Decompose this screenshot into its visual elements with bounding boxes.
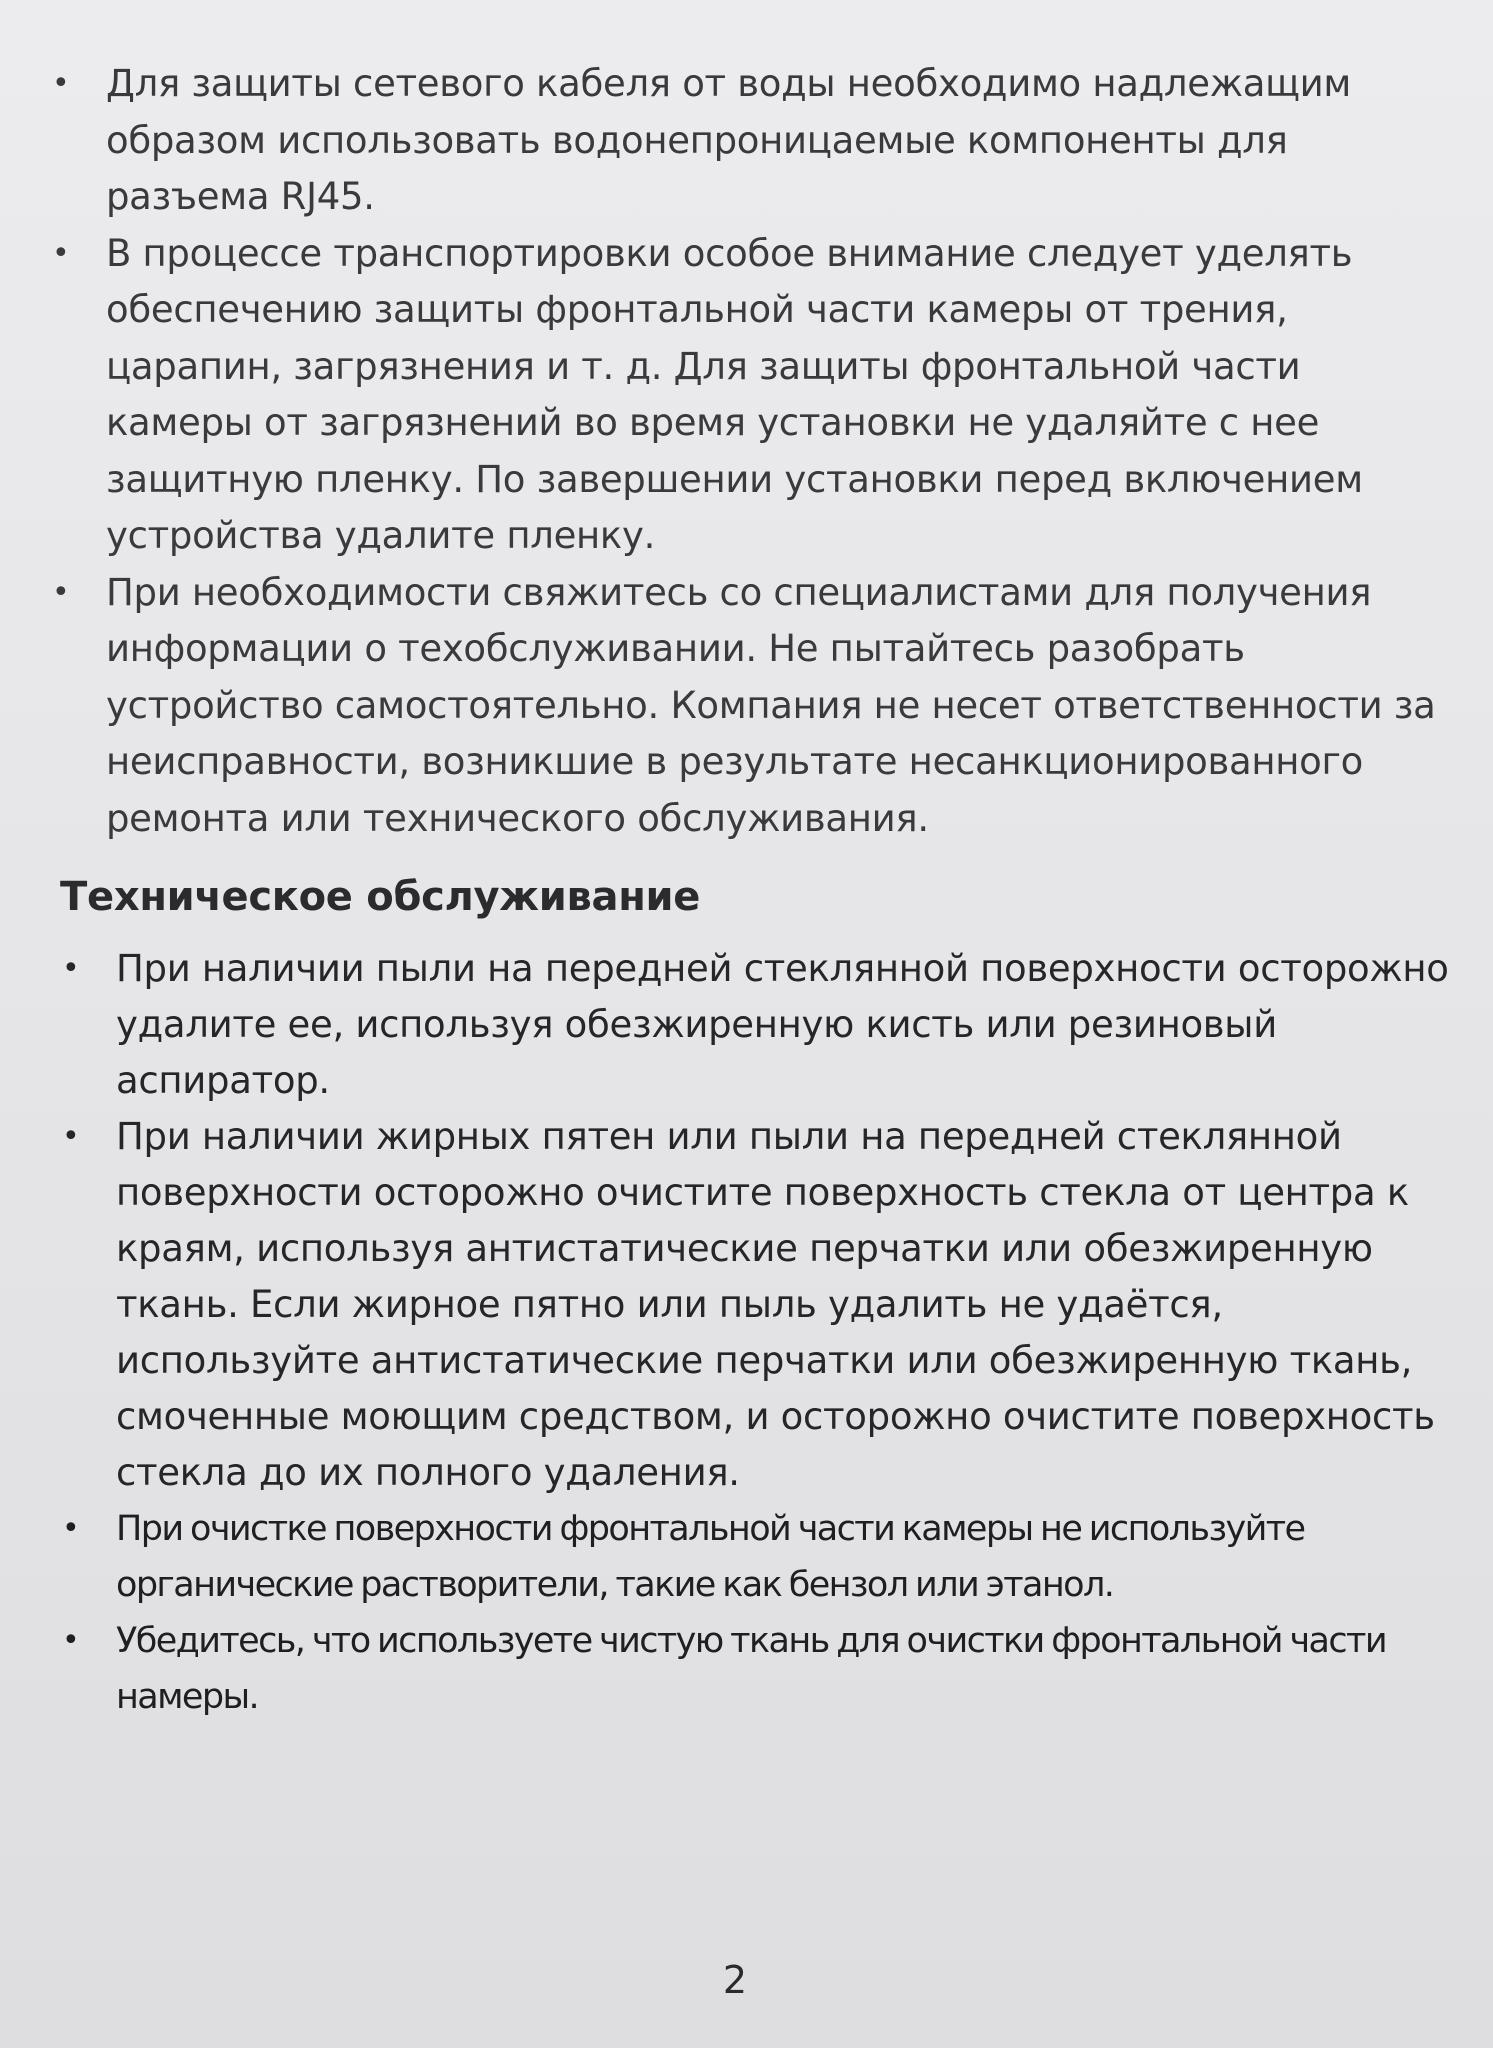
bullet-point: •	[52, 66, 70, 101]
list-item	[58, 1501, 1453, 1613]
list-item	[58, 1613, 1453, 1725]
list-item	[48, 565, 1453, 848]
bullet-point: •	[52, 235, 70, 271]
list-item-text: При наличии жирных пятен или пыли на передней стеклянной поверхности осторожно очистите поверхность стекла от центра к краям, используя антистатические перчатки или обезжиренную ткань. Если жирное пятно или пыль удалить не удаётся, используйте антистатические перчатки или обезжиренную ткань, смоченные моющим средством, и осторожно очистите поверхность стекла до их полного удаления.	[116, 1115, 1435, 1494]
list-item-text: В процессе транспортировки особое внимание следует уделять обеспечению защиты фронтальной части камеры от трения, царапин, загрязнения и т. д. Для защиты фронтальной части камеры от загрязнений во время установки не удаляйте с нее защитную пленку. По завершении установки перед включением устройства удалите пленку.	[106, 231, 1363, 557]
list-item	[58, 941, 1453, 1109]
list-item-text: При необходимости свяжитесь со специалистами для получения информации о техобслуживании. Не пытайтесь разобрать устройство самостоятельно. Компания не несет ответственности за неисправности, возникшие в результате несанкционированного ремонта или технического обслуживания.	[106, 570, 1436, 840]
safety-bullet-list	[48, 56, 1453, 847]
list-item	[48, 56, 1453, 226]
list-item-text: Убедитесь, что используете чистую ткань для очистки фронтальной части намеры.	[116, 1621, 1386, 1717]
bullet-point: •	[62, 1623, 79, 1658]
maintenance-bullet-list	[58, 941, 1453, 1725]
list-item	[58, 1109, 1453, 1501]
list-item	[48, 226, 1453, 565]
list-item-text: Для защиты сетевого кабеля от воды необходимо надлежащим образом использовать водонепроницаемые компоненты для разъема RJ45.	[106, 62, 1352, 218]
list-item-text: При наличии пыли на передней стеклянной поверхности осторожно удалите ее, используя обезжиренную кисть или резиновый аспиратор.	[116, 947, 1449, 1102]
section-heading: Техническое обслуживание	[60, 874, 701, 920]
bullet-point: •	[62, 1511, 79, 1546]
list-item-text: При очистке поверхности фронтальной части камеры не используйте органические растворители, такие как бензол или этанол.	[116, 1509, 1305, 1605]
page-number: 2	[722, 1958, 748, 2002]
bullet-point: •	[62, 951, 80, 986]
bullet-point: •	[62, 1119, 80, 1154]
bullet-point: •	[52, 574, 70, 610]
